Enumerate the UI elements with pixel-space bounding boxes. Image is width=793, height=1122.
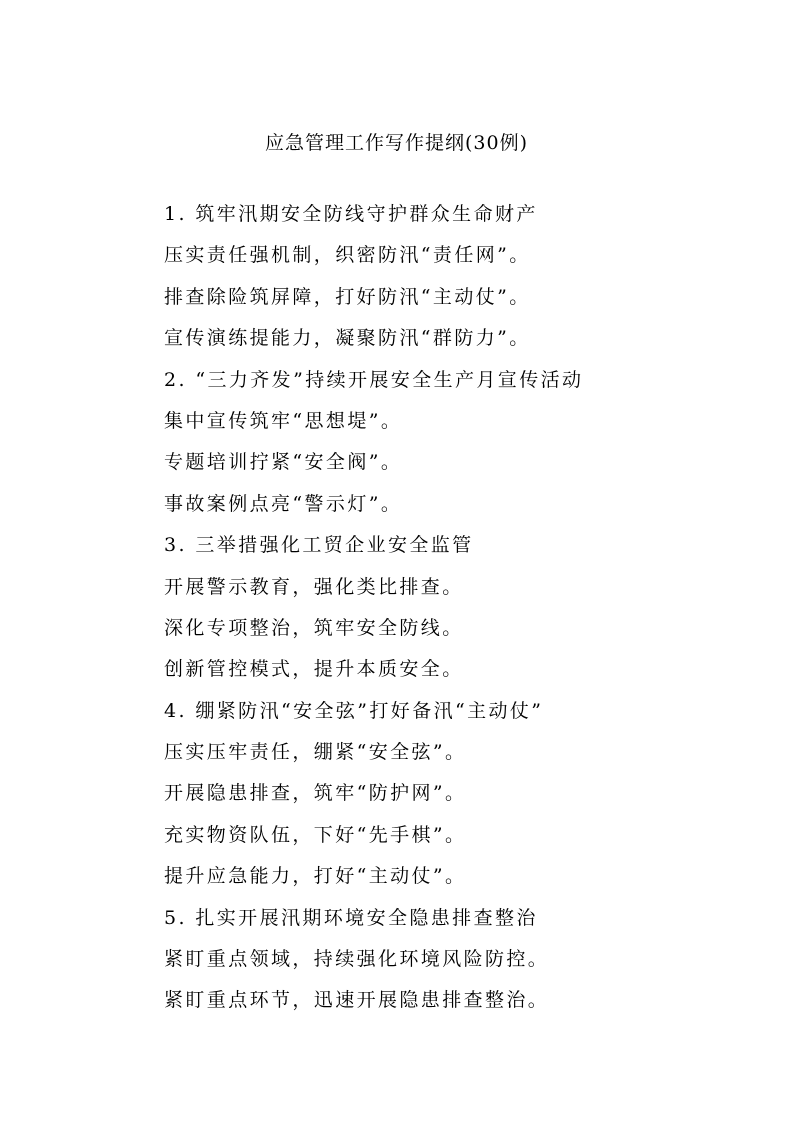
heading-line-5: 5. 扎实开展汛期环境安全隐患排查整治 — [164, 906, 538, 929]
text-line: 压实压牢责任，绷紧“安全弦”。 — [164, 741, 467, 764]
text-line: 提升应急能力，打好“主动仗”。 — [164, 865, 467, 888]
text-line: 深化专项整治，筑牢安全防线。 — [164, 616, 464, 639]
heading-line-1: 1. 筑牢汛期安全防线守护群众生命财产 — [164, 203, 538, 225]
text-line: 开展警示教育，强化类比排查。 — [164, 575, 464, 598]
heading-line-3: 3. 三举措强化工贸企业安全监管 — [164, 534, 474, 557]
text-line: 创新管控模式，提升本质安全。 — [164, 658, 464, 681]
text-line: 专题培训拧紧“安全阀”。 — [164, 451, 403, 474]
heading-line-2: 2. “三力齐发”持续开展安全生产月宣传活动 — [164, 368, 584, 391]
text-line: 压实责任强机制，织密防汛“责任网”。 — [164, 244, 531, 267]
text-line: 开展隐患排查，筑牢“防护网”。 — [164, 782, 467, 805]
text-line: 宣传演练提能力，凝聚防汛“群防力”。 — [164, 327, 531, 350]
text-line: 紧盯重点环节，迅速开展隐患排查整治。 — [164, 989, 550, 1012]
document-body — [164, 196, 724, 1024]
text-line: 紧盯重点领域，持续强化环境风险防控。 — [164, 948, 550, 971]
text-line: 排查除险筑屏障，打好防汛“主动仗”。 — [164, 285, 531, 308]
text-line: 充实物资队伍，下好“先手棋”。 — [164, 823, 467, 846]
heading-line-4: 4. 绷紧防汛“安全弦”打好备汛“主动仗” — [164, 699, 544, 722]
text-line: 集中宣传筑牢“思想堤”。 — [164, 409, 403, 432]
text-line: 事故案例点亮“警示灯”。 — [164, 492, 403, 515]
document-title: 应急管理工作写作提纲(30例) — [264, 132, 528, 154]
